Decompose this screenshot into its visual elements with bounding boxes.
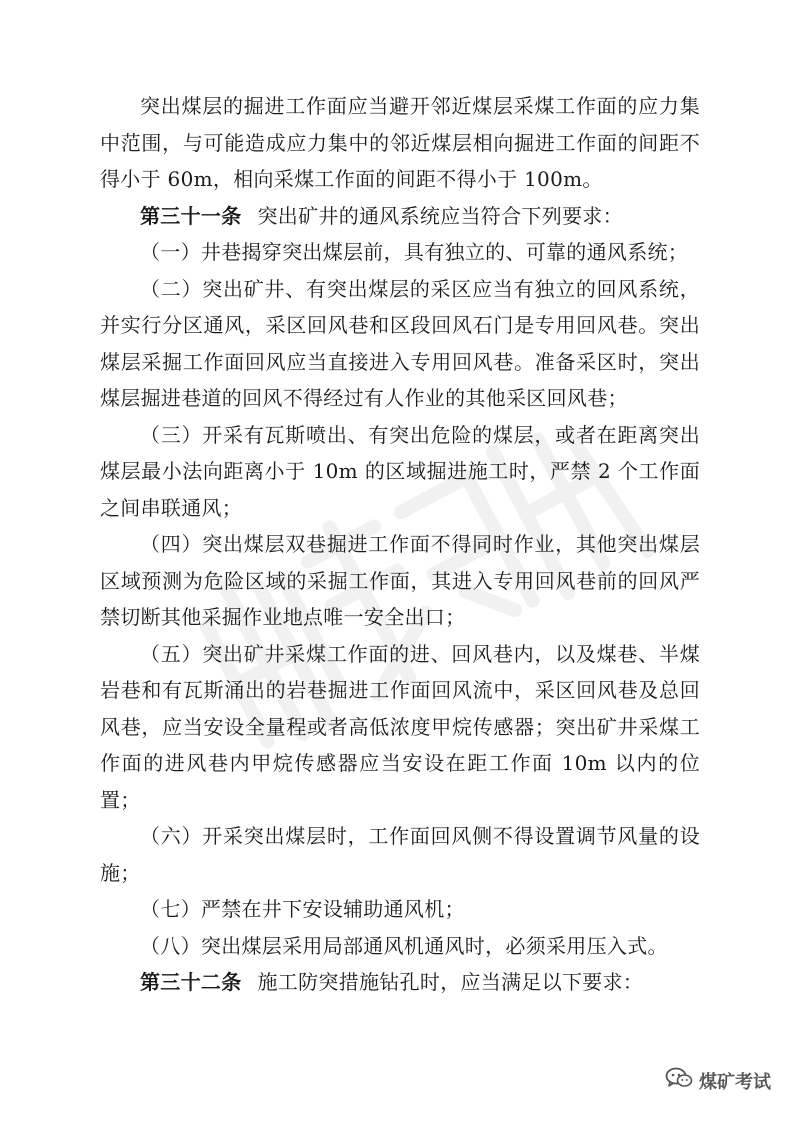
document-page xyxy=(100,88,700,1001)
list-item-8 xyxy=(100,928,700,965)
list-item-text: （一）井巷揭穿突出煤层前，具有独立的、可靠的通风系统； xyxy=(140,240,689,264)
list-item-text: （七）严禁在井下安设辅助通风机； xyxy=(140,897,465,921)
list-item-text: （六）开采突出煤层时，工作面回风侧不得设置调节风量的设施； xyxy=(100,824,700,885)
article-31 xyxy=(100,198,700,235)
list-item-7 xyxy=(100,891,700,928)
list-item-text: （二）突出矿井、有突出煤层的采区应当有独立的回风系统，并实行分区通风，采区回风巷和区段回风石门是专用回风巷。突出煤层采掘工作面回风应当直接进入专用回风巷。准备采区时，突出煤层掘进巷道的回风不得经过有人作业的其他采区回风巷； xyxy=(100,276,700,410)
list-item-text: （四）突出煤层双巷掘进工作面不得同时作业，其他突出煤层区域预测为危险区域的采掘工作面，其进入专用回风巷前的回风严禁切断其他采掘作业地点唯一安全出口； xyxy=(100,532,700,629)
article-heading: 第三十二条 xyxy=(140,970,242,994)
article-text: 施工防突措施钻孔时，应当满足以下要求： xyxy=(257,970,644,994)
list-item-text: （八）突出煤层采用局部通风机通风时，必须采用压入式。 xyxy=(140,933,668,958)
list-item-6 xyxy=(100,818,700,891)
article-text: 突出矿井的通风系统应当符合下列要求： xyxy=(257,203,623,228)
article-32 xyxy=(100,964,700,1001)
article-heading: 第三十一条 xyxy=(140,203,242,228)
list-item-4 xyxy=(100,526,700,636)
paragraph-text: 突出煤层的掘进工作面应当避开邻近煤层采煤工作面的应力集中范围，与可能造成应力集中的邻近煤层相向掘进工作面的间距不得小于 60m，相向采煤工作面的间距不得小于 100m。 xyxy=(100,94,700,191)
list-item-3 xyxy=(100,417,700,527)
footer-account-badge[interactable] xyxy=(665,1067,771,1094)
list-item-2 xyxy=(100,271,700,417)
list-item-text: （五）突出矿井采煤工作面的进、回风巷内，以及煤巷、半煤岩巷和有瓦斯涌出的岩巷掘进工作面回风流中，采区回风巷及总回风巷，应当安设全量程或者高低浓度甲烷传感器；突出矿井采煤工作面的进风巷内甲烷传感器应当安设在距工作面 10m 以内的位置； xyxy=(100,641,700,812)
list-item-1 xyxy=(100,234,700,271)
wechat-icon xyxy=(665,1067,693,1094)
list-item-text: （三）开采有瓦斯喷出、有突出危险的煤层，或者在距离突出煤层最小法向距离小于 10m 的区域掘进施工时，严禁 2 个工作面之间串联通风； xyxy=(100,422,700,520)
account-name: 煤矿考试 xyxy=(699,1071,771,1093)
paragraph-spacing-requirement xyxy=(100,88,700,198)
list-item-5 xyxy=(100,636,700,819)
